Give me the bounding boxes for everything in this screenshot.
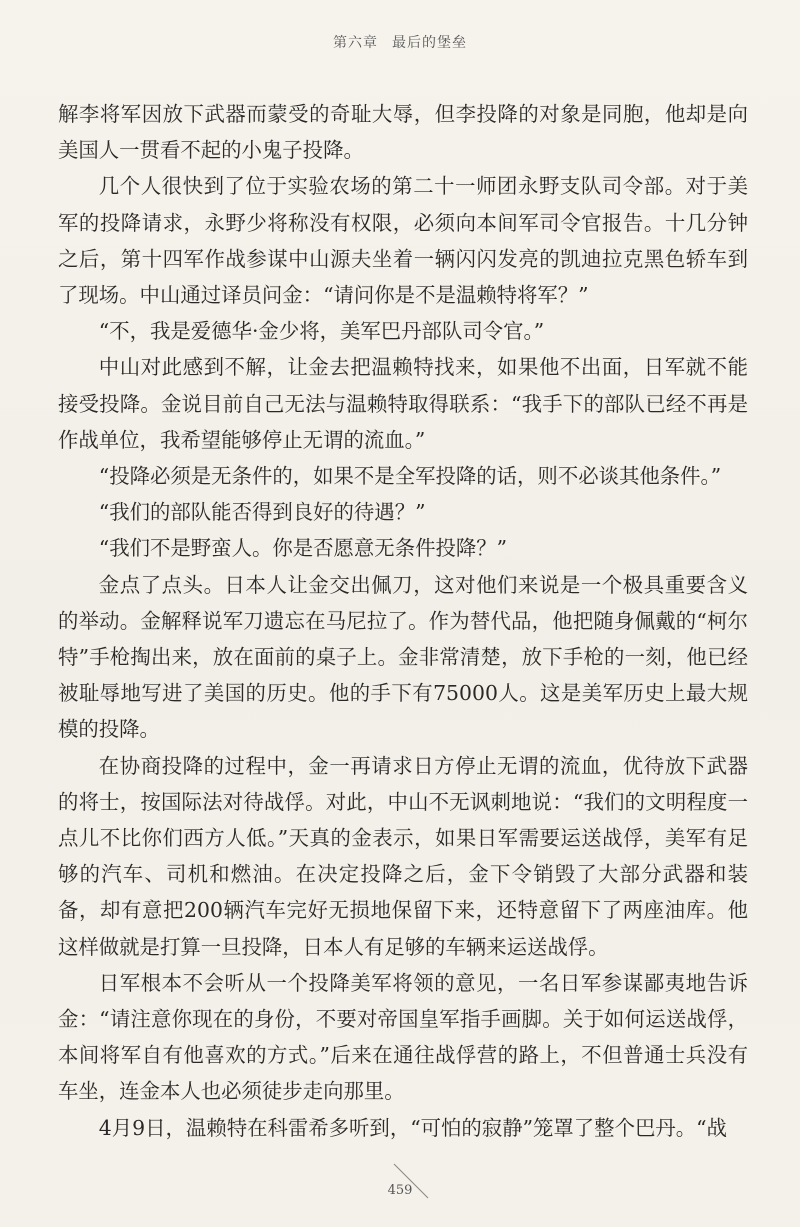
paragraph: 日军根本不会听从一个投降美军将领的意见，一名日军参谋鄙夷地告诉金：“请注意你现在的身份，不要对帝国皇军指手画脚。关于如何运送战俘，本间将军自有他喜欢的方式。”后来在通往战俘营的路上，不但普通士兵没有车坐，连金本人也必须徒步走向那里。 — [58, 970, 748, 1104]
paragraph: “投降必须是无条件的，如果不是全军投降的话，则不必谈其他条件。” — [98, 464, 722, 489]
paragraph: 4月9日，温赖特在科雷希多听到，“可怕的寂静”笼罩了整个巴丹。“战 — [98, 1115, 727, 1140]
body-text — [58, 96, 748, 1146]
paragraph: 中山对此感到不解，让金去把温赖特找来，如果他不出面，日军就不能接受投降。金说目前自己无法与温赖特取得联系：“我手下的部队已经不再是作战单位，我希望能够停止无谓的流血。” — [58, 355, 748, 452]
paragraph: 几个人很快到了位于实验农场的第二十一师团永野支队司令部。对于美军的投降请求，永野少将称没有权限，必须向本间军司令官报告。十几分钟之后，第十四军作战参谋中山源夫坐着一辆闪闪发亮的凯迪拉克黑色轿车到了现场。中山通过译员问金：“请问你是不是温赖特将军？” — [58, 174, 748, 308]
running-head — [0, 32, 800, 52]
paragraph-continued: 解李将军因放下武器而蒙受的奇耻大辱，但李投降的对象是同胞，他却是向美国人一贯看不起的小鬼子投降。 — [58, 102, 748, 163]
paragraph: “不，我是爱德华·金少将，美军巴丹部队司令官。” — [98, 319, 545, 344]
chapter-title: 最后的堡垒 — [392, 35, 467, 51]
paragraph: “我们不是野蛮人。你是否愿意无条件投降？” — [98, 536, 508, 561]
chapter-number: 第六章 — [333, 35, 378, 51]
paragraph: 金点了点头。日本人让金交出佩刀，这对他们来说是一个极具重要含义的举动。金解释说军刀遗忘在马尼拉了。作为替代品，他把随身佩戴的“柯尔特”手枪掏出来，放在面前的桌子上。金非常清楚，放下手枪的一刻，他已经被耻辱地写进了美国的历史。他的手下有75000人。这是美军历史上最大规模的投降。 — [58, 572, 748, 742]
paragraph: “我们的部队能否得到良好的待遇？” — [98, 500, 426, 525]
paragraph: 在协商投降的过程中，金一再请求日方停止无谓的流血，优待放下武器的将士，按国际法对待战俘。对此，中山不无讽刺地说：“我们的文明程度一点儿不比你们西方人低。”天真的金表示，如果日军需要运送战俘，美军有足够的汽车、司机和燃油。在决定投降之后，金下令销毁了大部分武器和装备，却有意把200辆汽车完好无损地保留下来，还特意留下了两座油库。他这样做就是打算一旦投降，日本人有足够的车辆来运送战俘。 — [58, 753, 748, 959]
page-number: 459 — [387, 1183, 413, 1198]
